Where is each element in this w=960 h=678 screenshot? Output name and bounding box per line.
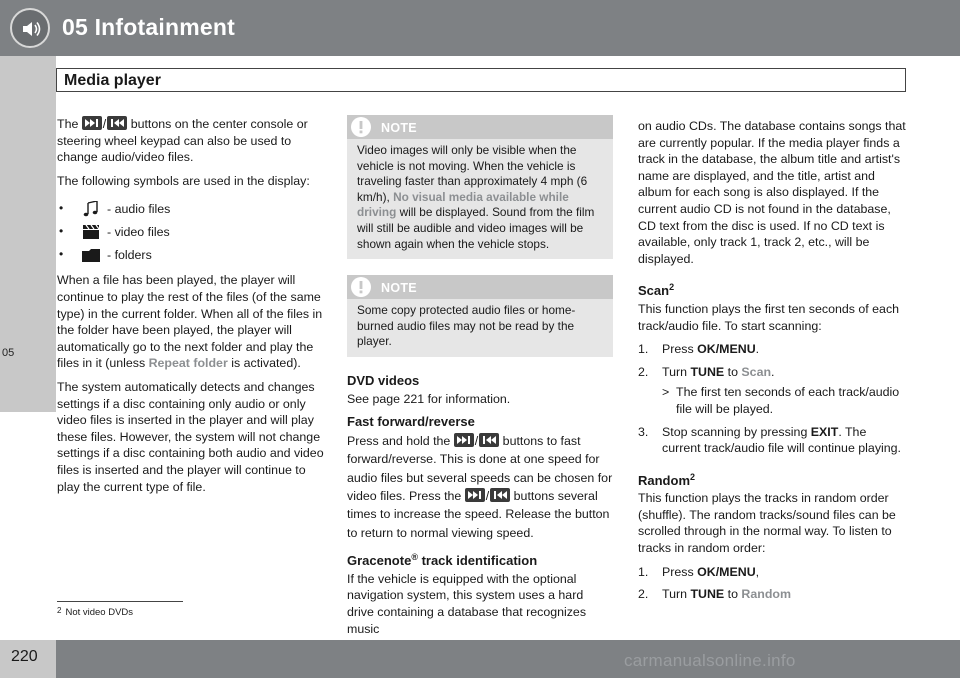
paragraph-fast-forward: Press and hold the / buttons to fast forward/reverse. This is done at one speed for audio files but several speeds can be chosen for video files. Press the / buttons several times to increase the speed. Release the button to return to normal viewing speed. <box>347 433 613 540</box>
paragraph-database: on audio CDs. The database contains songs that are currently popular. If the media player finds a track in the database, the album title and artist's name are displayed, and the title, artist and album for each song is also displayed. If the current audio CD is not found in the database, CD text from the disc is used. If no CD text is available, only track 1, track 2, etc., will be displayed. <box>638 119 906 266</box>
watermark: carmanualsonline.info <box>624 651 796 670</box>
note-box: NOTE Video images will only be visible when the vehicle is not moving. When the vehicle is traveling faster than approximately 4 mph (6 km/h), No visual media available while driving will be displayed. Sound from the film will still be audible and video images will be shown again when the vehicle stops. <box>347 115 613 259</box>
paragraph-buttons: The / buttons on the center console or steering wheel keypad can also be used to change audio/video files. <box>57 117 308 165</box>
symbol-list <box>57 197 325 266</box>
info-icon <box>351 277 371 297</box>
note-box: NOTE Some copy protected audio files or home-burned audio files may not be read by the player. <box>347 275 613 357</box>
paragraph-random: This function plays the tracks in random order (shuffle). The random tracks/sound files can be scrolled through in the normal way. To listen to tracks in random order: <box>638 491 896 556</box>
page-number: 220 <box>11 648 38 665</box>
info-icon <box>351 117 371 137</box>
list-item: 2. Turn TUNE to Random <box>638 587 791 602</box>
side-tab-number: 05 <box>2 347 15 359</box>
heading-random: Random$^2$ <box>638 471 696 488</box>
list-item: 1. Press OK/MENU, <box>638 564 760 579</box>
column-left <box>57 116 325 502</box>
folder-icon <box>81 247 101 263</box>
paragraph-auto-detect: The system automatically detects and changes settings if a disc containing only audio or only video files is inserted in the player and will play these files. However, the system will not change settings if a disc containing both audio and video files is inserted and the player will continue to play the current type of file. <box>57 379 324 494</box>
header-side-strip <box>0 56 56 90</box>
heading-fast-forward: Fast forward/reverse <box>347 414 475 430</box>
audio-note-icon <box>81 201 101 217</box>
section-title-box <box>56 68 906 92</box>
random-steps <box>638 564 908 603</box>
list-item: • - audio files <box>59 201 171 216</box>
skip-forward-icon <box>82 116 102 130</box>
chapter-title: 05 Infotainment <box>62 14 235 40</box>
paragraph-dvd: See page 221 for information. <box>347 391 511 406</box>
footnote: $^2$ Not video DVDs <box>57 606 134 618</box>
paragraph-scan: This function plays the first ten seconds of each track/audio file. To start scanning: <box>638 301 900 333</box>
heading-dvd-videos: DVD videos <box>347 372 420 388</box>
skip-forward-icon <box>465 488 485 502</box>
chapter-side-tab <box>0 90 56 412</box>
speaker-icon <box>10 8 50 48</box>
skip-forward-icon <box>454 433 474 447</box>
list-item: 2. Turn TUNE to Scan. > The first ten seconds of each track/audio file will be played. <box>638 364 900 416</box>
footnote-divider <box>57 601 183 602</box>
list-item: • - video files <box>59 224 170 239</box>
note-label: NOTE <box>381 121 417 135</box>
footer-bar <box>0 640 960 678</box>
heading-scan: Scan$^2$ <box>638 282 675 299</box>
skip-back-icon <box>107 116 127 130</box>
note-label: NOTE <box>381 281 417 296</box>
scan-steps <box>638 341 908 457</box>
column-right <box>638 118 908 609</box>
video-clapper-icon <box>81 224 101 240</box>
section-title: Media player <box>64 72 161 89</box>
list-item: 3. Stop scanning by pressing EXIT. The current track/audio file will continue playing. <box>638 424 901 456</box>
skip-back-icon <box>490 488 510 502</box>
list-item: 1. Press OK/MENU. <box>638 342 760 357</box>
heading-gracenote: Gracenote® track identification <box>347 552 538 569</box>
column-middle <box>347 115 613 644</box>
skip-back-icon <box>479 433 499 447</box>
paragraph-symbols-intro: The following symbols are used in the display: <box>57 173 310 188</box>
list-item: • - folders <box>59 247 152 262</box>
paragraph-gracenote: If the vehicle is equipped with the optional navigation system, this system uses a hard drive containing a database that recognizes music <box>347 571 587 636</box>
paragraph-playback: When a file has been played, the player will continue to play the rest of the files (of the same type) in the current folder. When all of the files in the folder have been played, the player will automatically go to the next folder and play the files in it (unless Repeat folder is activated). <box>57 273 323 371</box>
